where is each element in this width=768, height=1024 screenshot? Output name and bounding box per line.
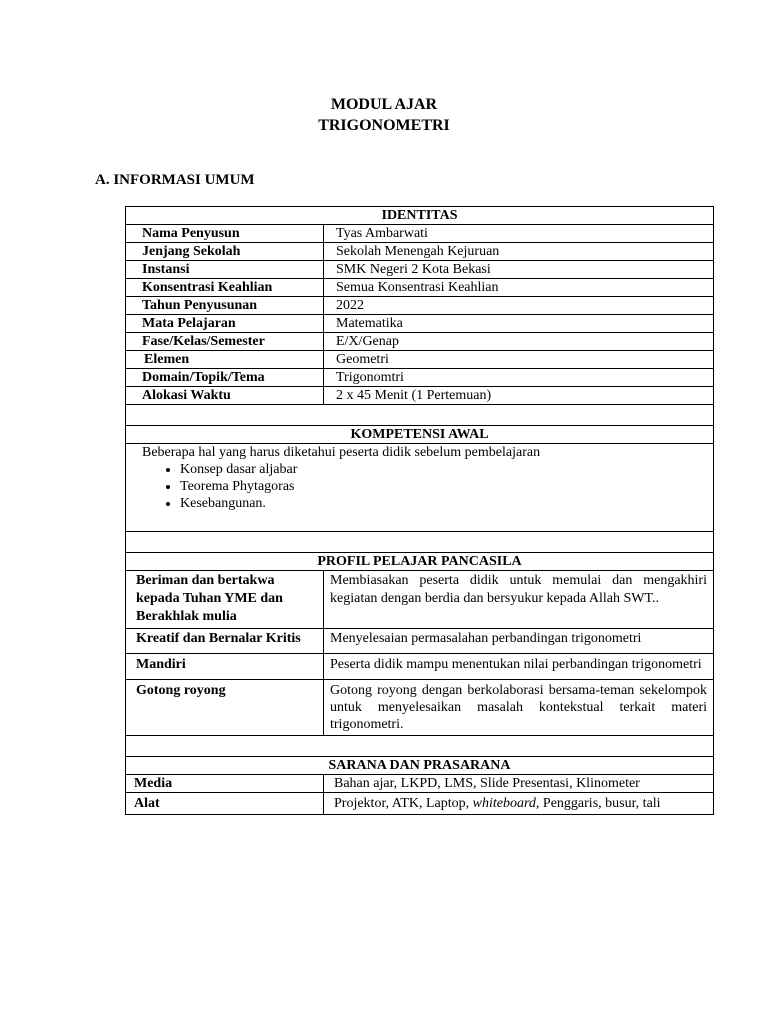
- list-item: • Konsep dasar aljabar: [180, 461, 707, 478]
- sarana-header-row: [126, 757, 714, 775]
- sarana-value-alat: [324, 793, 714, 815]
- identitas-label: Fase/Kelas/Semester: [126, 333, 324, 351]
- spacer-cell: [126, 405, 714, 426]
- table-row: [126, 315, 714, 333]
- identitas-value: Semua Konsentrasi Keahlian: [324, 279, 714, 297]
- identitas-label: Elemen: [126, 351, 324, 369]
- table-row: [126, 333, 714, 351]
- informasi-umum-table: [125, 206, 714, 815]
- table-row: [126, 225, 714, 243]
- identitas-value: Geometri: [324, 351, 714, 369]
- spacer-cell: [126, 736, 714, 757]
- list-item: • Kesebangunan.: [180, 495, 707, 512]
- table-row: [126, 629, 714, 654]
- table-row: [126, 571, 714, 629]
- title-line-2: TRIGONOMETRI: [318, 117, 450, 134]
- profil-label: Gotong royong: [126, 680, 324, 736]
- sarana-value-media: Bahan ajar, LKPD, LMS, Slide Presentasi, Klinometer: [324, 775, 714, 793]
- identitas-value: Matematika: [324, 315, 714, 333]
- identitas-label: Tahun Penyusunan: [126, 297, 324, 315]
- document-title: [0, 94, 768, 136]
- identitas-header: IDENTITAS: [126, 207, 714, 225]
- table-row: [126, 297, 714, 315]
- table-row: [126, 243, 714, 261]
- kompetensi-list: [142, 461, 707, 512]
- identitas-value: Sekolah Menengah Kejuruan: [324, 243, 714, 261]
- title-line-1: MODUL AJAR: [330, 96, 438, 113]
- spacer-row: [126, 736, 714, 757]
- kompetensi-intro: Beberapa hal yang harus diketahui peserta didik sebelum pembelajaran: [142, 445, 541, 460]
- table-row: [126, 793, 714, 815]
- table-row: [126, 775, 714, 793]
- profil-value: Gotong royong dengan berkolaborasi bersama-teman sekelompok untuk menyelesaikan masalah kontekstual terkait materi trigonometri.: [324, 680, 714, 736]
- profil-value: Menyelesaian permasalahan perbandingan trigonometri: [324, 629, 714, 654]
- table-row: [126, 680, 714, 736]
- profil-value: Membiasakan peserta didik untuk memulai dan mengakhiri kegiatan dengan berdia dan bersyukur kepada Allah SWT..: [324, 571, 714, 629]
- list-item: • Teorema Phytagoras: [180, 478, 707, 495]
- identitas-header-row: [126, 207, 714, 225]
- table-row: [126, 279, 714, 297]
- spacer-cell: [126, 532, 714, 553]
- identitas-value: Tyas Ambarwati: [324, 225, 714, 243]
- table-row: [126, 369, 714, 387]
- section-heading-informasi-umum: A. INFORMASI UMUM: [95, 172, 255, 188]
- sarana-label-alat: Alat: [126, 793, 324, 815]
- identitas-value: SMK Negeri 2 Kota Bekasi: [324, 261, 714, 279]
- identitas-value: E/X/Genap: [324, 333, 714, 351]
- sarana-label-media: Media: [126, 775, 324, 793]
- identitas-label: Domain/Topik/Tema: [126, 369, 324, 387]
- kompetensi-awal-header: KOMPETENSI AWAL: [126, 426, 714, 444]
- identitas-value: 2022: [324, 297, 714, 315]
- profil-pelajar-header: PROFIL PELAJAR PANCASILA: [126, 553, 714, 571]
- spacer-row: [126, 532, 714, 553]
- identitas-label: Jenjang Sekolah: [126, 243, 324, 261]
- alat-text-start: Projektor, ATK, Laptop,: [334, 796, 473, 811]
- identitas-value: 2 x 45 Menit (1 Pertemuan): [324, 387, 714, 405]
- table-row: [126, 387, 714, 405]
- identitas-value: Trigonomtri: [324, 369, 714, 387]
- profil-label: Kreatif dan Bernalar Kritis: [126, 629, 324, 654]
- alat-text-italic: whiteboard,: [472, 796, 540, 811]
- sarana-prasarana-header: SARANA DAN PRASARANA: [126, 757, 714, 775]
- identitas-label: Instansi: [126, 261, 324, 279]
- kompetensi-awal-content: [126, 444, 714, 532]
- profil-value: Peserta didik mampu menentukan nilai perbandingan trigonometri: [324, 654, 714, 680]
- identitas-label: Alokasi Waktu: [126, 387, 324, 405]
- table-row: [126, 261, 714, 279]
- identitas-label: Konsentrasi Keahlian: [126, 279, 324, 297]
- profil-label: Beriman dan bertakwa kepada Tuhan YME dan Berakhlak mulia: [126, 571, 324, 629]
- table-row: [126, 351, 714, 369]
- kompetensi-header-row: [126, 426, 714, 444]
- identitas-label: Mata Pelajaran: [126, 315, 324, 333]
- spacer-row: [126, 405, 714, 426]
- identitas-label: Nama Penyusun: [126, 225, 324, 243]
- table-row: [126, 654, 714, 680]
- profil-label: Mandiri: [126, 654, 324, 680]
- kompetensi-content-row: [126, 444, 714, 532]
- profil-header-row: [126, 553, 714, 571]
- alat-text-end: Penggaris, busur, tali: [539, 796, 661, 811]
